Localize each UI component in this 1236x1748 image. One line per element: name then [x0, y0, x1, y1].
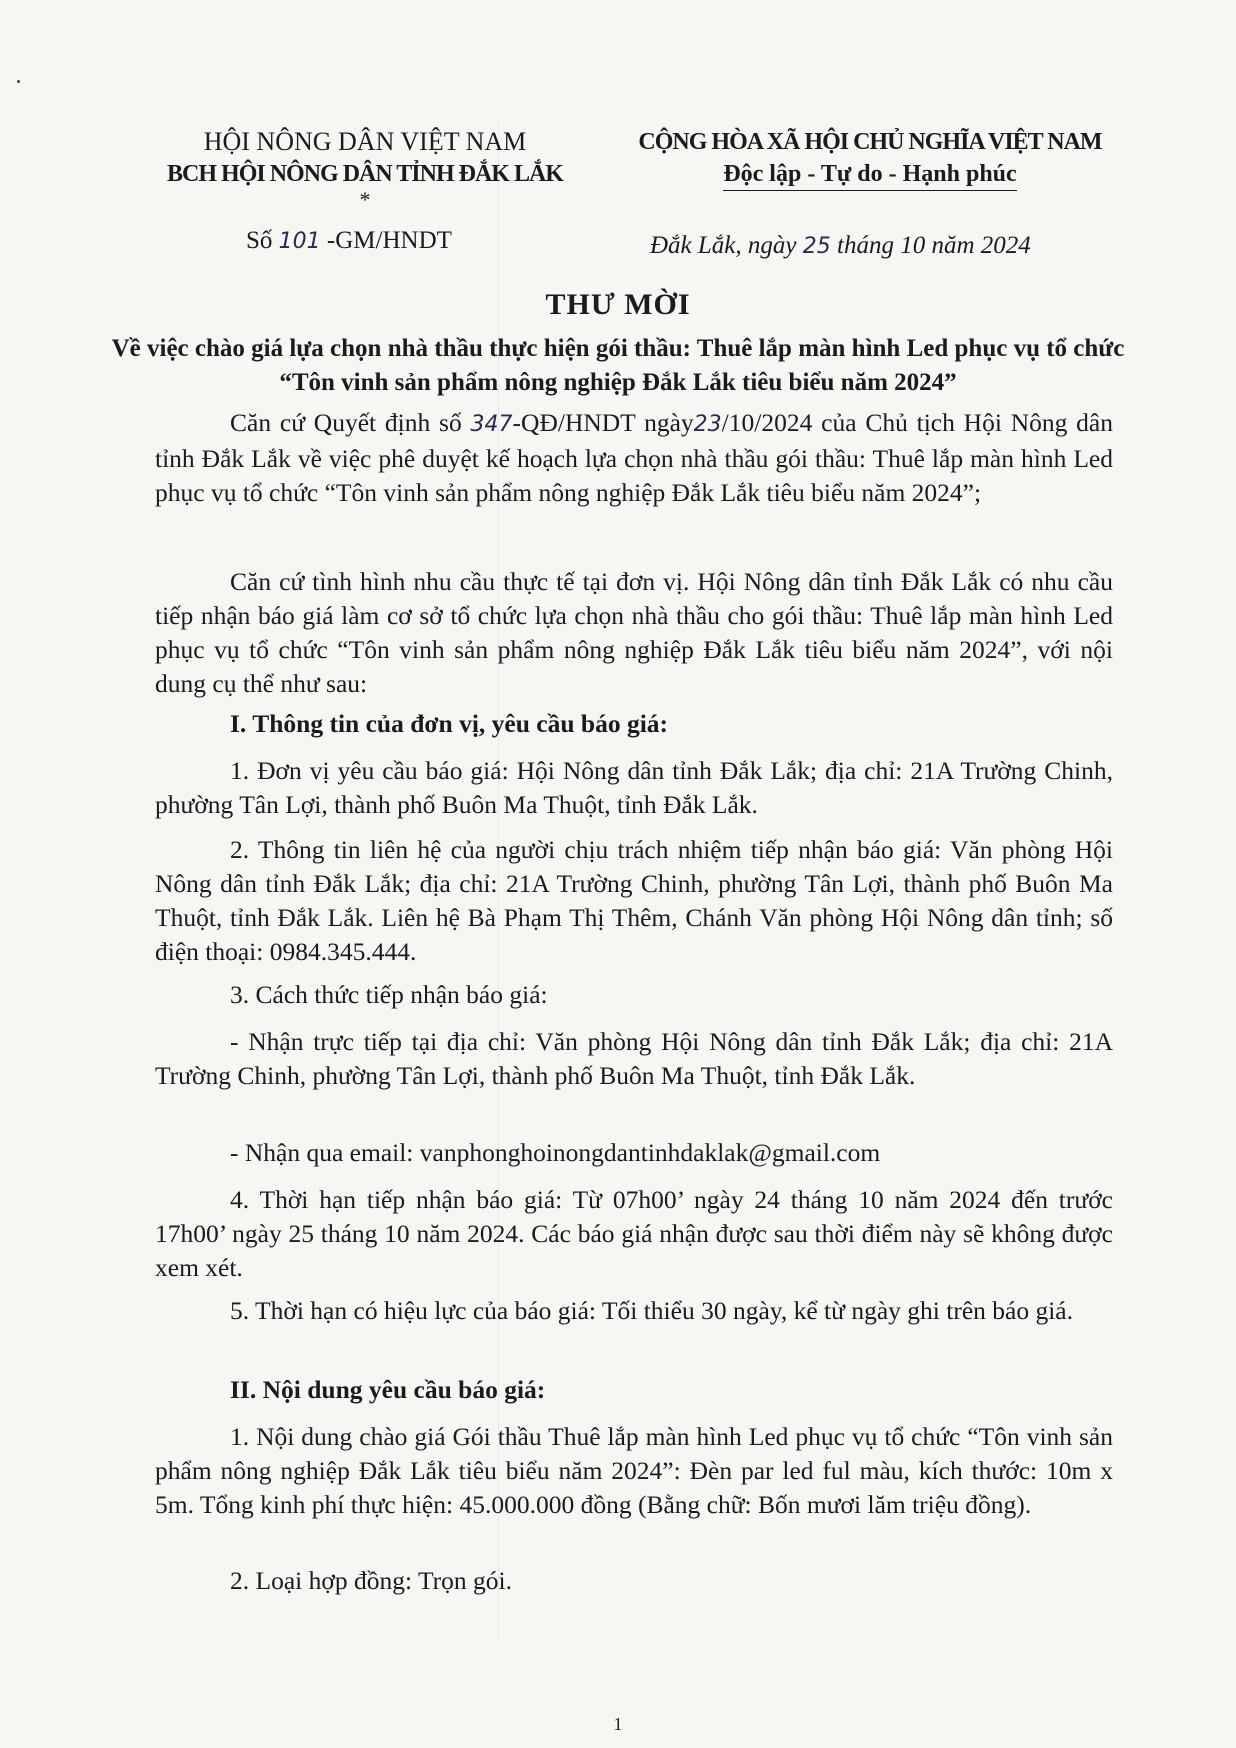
doc-number-suffix: -GM/HNDT — [326, 227, 452, 254]
scan-speck — [17, 80, 20, 83]
p1-decision-day: 23 — [693, 412, 722, 437]
section-1-item-3b: - Nhận qua email: vanphonghoinongdantinhdaklak@gmail.com — [230, 1138, 881, 1167]
section-1-item-4: 4. Thời hạn tiếp nhận báo giá: Từ 07h00’ ngày 24 tháng 10 năm 2024 đến trước 17h00’ ngày 25 tháng 10 năm 2024. Các báo giá nhận được sau thời điểm này sẽ không được xem xét. — [155, 1185, 1113, 1282]
p1-text-c: /10/2024 của Chủ tịch Hội Nông dân tỉnh Đắk Lắk về việc phê duyệt kế hoạch lựa chọn nhà thầu gói thầu: Thuê lắp màn hình Led phục vụ tổ chức “Tôn vinh sản phẩm nông nghiệp Đắk Lắk tiêu biểu năm 2024”; — [155, 408, 1113, 507]
section-1-item-3: 3. Cách thức tiếp nhận báo giá: — [230, 980, 548, 1009]
section-1-item-3a: - Nhận trực tiếp tại địa chỉ: Văn phòng Hội Nông dân tỉnh Đắk Lắk; địa chỉ: 21A Trường Chinh, phường Tân Lợi, thành phố Buôn Ma Thuột, tỉnh Đắk Lắk. — [155, 1027, 1113, 1090]
p1-decision-number: 347 — [470, 412, 513, 437]
doc-number-prefix: Số — [246, 227, 273, 254]
national-header — [610, 126, 1130, 191]
national-motto: Độc lập - Tự do - Hạnh phúc — [723, 158, 1016, 191]
org-line-1: HỘI NÔNG DÂN VIỆT NAM — [203, 127, 527, 156]
document-number — [246, 227, 452, 255]
issuing-organization — [130, 126, 600, 210]
section-1-item-1: 1. Đơn vị yêu cầu báo giá: Hội Nông dân tỉnh Đắk Lắk; địa chỉ: 21A Trường Chinh, phường Tân Lợi, thành phố Buôn Ma Thuột, tỉnh Đắk Lắk. — [155, 756, 1113, 819]
paragraph-legal-basis-1 — [155, 406, 1113, 510]
date-prefix: Đắk Lắk, ngày — [650, 232, 797, 259]
section-2-item-1: 1. Nội dung chào giá Gói thầu Thuê lắp màn hình Led phục vụ tổ chức “Tôn vinh sản phẩm nông nghiệp Đắk Lắk tiêu biểu năm 2024”: Đèn par led ful màu, kích thước: 10m x 5m. Tổng kinh phí thực hiện: 45.000.000 đồng (Bằng chữ: Bốn mươi lăm triệu đồng). — [155, 1422, 1113, 1519]
separator-star: * — [359, 187, 371, 212]
document-title: THƯ MỜI — [545, 288, 691, 321]
document-subtitle: Về việc chào giá lựa chọn nhà thầu thực hiện gói thầu: Thuê lắp màn hình Led phục vụ tổ chức “Tôn vinh sản phẩm nông nghiệp Đắk Lắk tiêu biểu năm 2024” — [111, 335, 1125, 396]
org-line-2: BCH HỘI NÔNG DÂN TỈNH ĐẮK LẮK — [167, 161, 563, 187]
date-day-handwritten: 25 — [802, 234, 831, 259]
date-suffix: tháng 10 năm 2024 — [837, 232, 1031, 259]
section-1-item-5: 5. Thời hạn có hiệu lực của báo giá: Tối thiểu 30 ngày, kể từ ngày ghi trên báo giá. — [230, 1296, 1073, 1325]
section-2-item-2: 2. Loại hợp đồng: Trọn gói. — [230, 1566, 512, 1595]
document-date — [650, 232, 1031, 260]
p1-text-a: Căn cứ Quyết định số — [230, 408, 462, 437]
country-name: CỘNG HÒA XÃ HỘI CHỦ NGHĨA VIỆT NAM — [638, 129, 1102, 155]
paragraph-legal-basis-2: Căn cứ tình hình nhu cầu thực tế tại đơn vị. Hội Nông dân tỉnh Đắk Lắk có nhu cầu tiếp nhận báo giá làm cơ sở tổ chức lựa chọn nhà thầu cho gói thầu: Thuê lắp màn hình Led phục vụ tổ chức “Tôn vinh sản phẩm nông nghiệp Đắk Lắk tiêu biểu năm 2024”, với nội dung cụ thể như sau: — [155, 567, 1113, 698]
page-number: 1 — [613, 1714, 623, 1734]
p1-text-b: -QĐ/HNDT ngày — [512, 408, 694, 437]
doc-number-handwritten: 101 — [278, 229, 321, 254]
section-1-item-2: 2. Thông tin liên hệ của người chịu trách nhiệm tiếp nhận báo giá: Văn phòng Hội Nông dân tỉnh Đắk Lắk; địa chỉ: 21A Trường Chinh, phường Tân Lợi, thành phố Buôn Ma Thuột, tỉnh Đắk Lắk. Liên hệ Bà Phạm Thị Thêm, Chánh Văn phòng Hội Nông dân tỉnh; số điện thoại: 0984.345.444. — [155, 835, 1113, 966]
section-2-heading: II. Nội dung yêu cầu báo giá: — [230, 1375, 546, 1404]
section-1-heading: I. Thông tin của đơn vị, yêu cầu báo giá: — [230, 709, 669, 738]
